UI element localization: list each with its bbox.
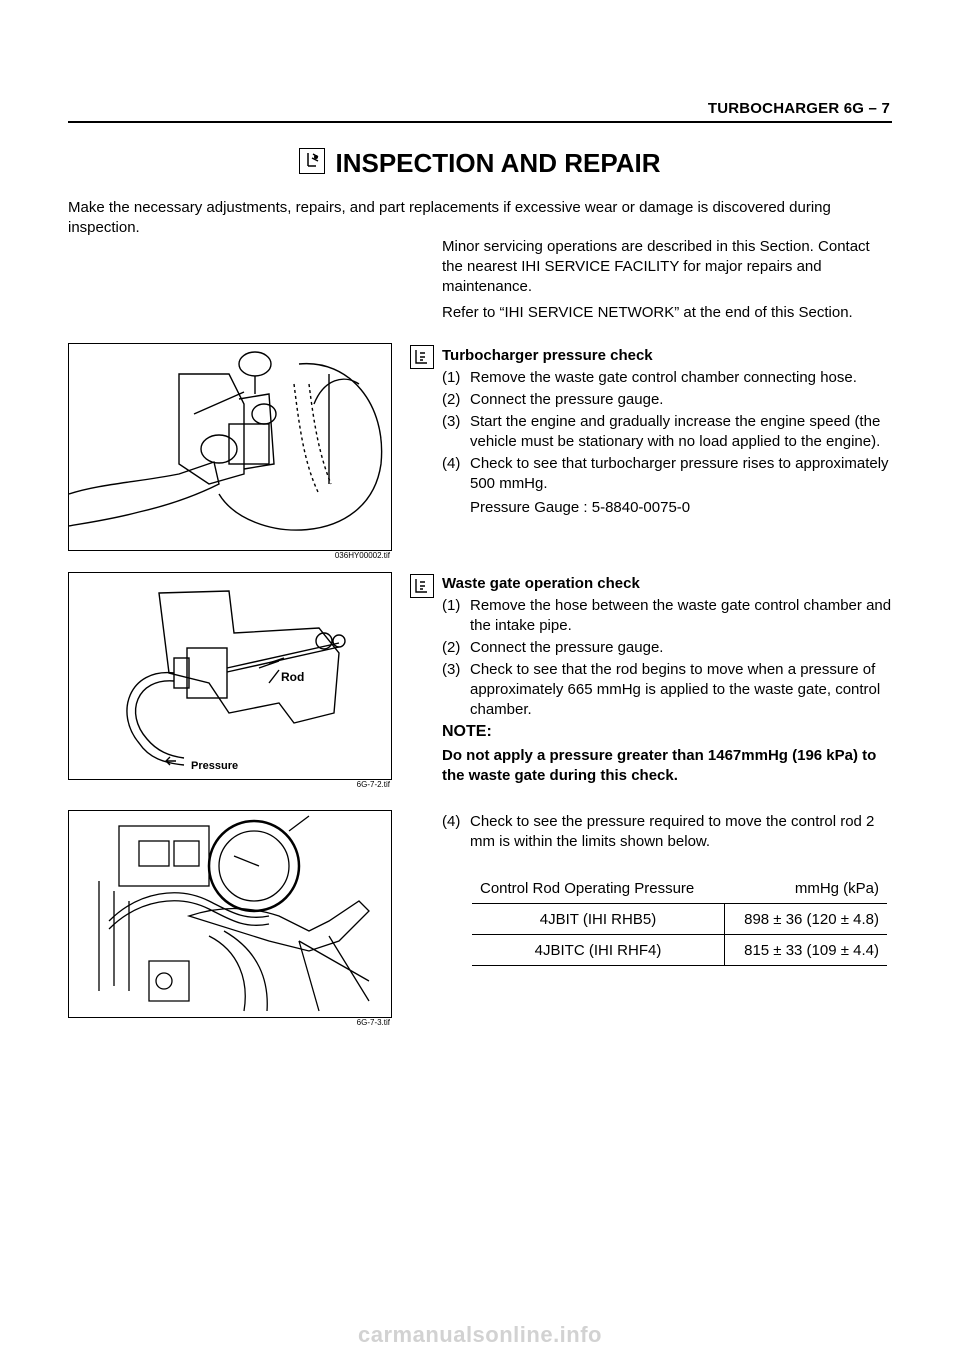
- section-title-turbo-pressure: Turbocharger pressure check: [442, 347, 653, 364]
- page-header: TURBOCHARGER 6G – 7: [707, 100, 890, 117]
- figure-2-caption: 6G-7-2.tif: [356, 780, 390, 789]
- list-item: [442, 454, 892, 494]
- step-number: (2): [442, 639, 461, 656]
- service-note-2: Refer to “IHI SERVICE NETWORK” at the end of this Section.: [442, 304, 853, 321]
- step-number: (4): [442, 455, 461, 472]
- tool-icon: [410, 574, 434, 598]
- figure-gauge-check: [68, 810, 392, 1018]
- turbo-pressure-illustration: [69, 344, 391, 550]
- service-notes: [442, 237, 892, 323]
- waste-gate-illustration: [69, 573, 391, 779]
- note-text: Do not apply a pressure greater than 1467mmHg (196 kPa) to the waste gate during this check.: [442, 747, 877, 784]
- pressure-limit-step: [442, 812, 892, 854]
- section-title-waste-gate: Waste gate operation check: [442, 575, 640, 592]
- list-item: [442, 638, 892, 658]
- step-text: Remove the waste gate control chamber connecting hose.: [470, 369, 857, 386]
- step-number: (3): [442, 413, 461, 430]
- figure-1-caption: 036HY00002.tif: [334, 551, 390, 560]
- list-item: [442, 812, 892, 852]
- header-rule: [68, 121, 892, 123]
- note-label: NOTE:: [442, 723, 492, 740]
- table-header-cell: mmHg (kPa): [725, 873, 888, 904]
- figure-3-caption: 6G-7-3.tif: [356, 1018, 390, 1027]
- step-number: (1): [442, 597, 461, 614]
- step-number: (1): [442, 369, 461, 386]
- step-text: Connect the pressure gauge.: [470, 391, 664, 408]
- step-text: Remove the hose between the waste gate control chamber and the intake pipe.: [470, 597, 892, 634]
- figure-waste-gate-check: [68, 572, 392, 780]
- step-text: Connect the pressure gauge.: [470, 639, 664, 656]
- label-pressure: Pressure: [191, 760, 239, 772]
- table-cell: 4JBIT (IHI RHB5): [472, 904, 725, 935]
- table-row: [472, 904, 887, 935]
- list-item: [442, 412, 892, 452]
- step-number: (3): [442, 661, 461, 678]
- step-text: Check to see that turbocharger pressure rises to approximately 500 mmHg.: [470, 455, 889, 492]
- step-number: (2): [442, 391, 461, 408]
- table-header-row: [472, 873, 887, 904]
- turbo-pressure-steps: [442, 368, 892, 518]
- list-item: [442, 660, 892, 720]
- tool-icon: [410, 345, 434, 369]
- step-text: Check to see the pressure required to move the control rod 2 mm is within the limits shown below.: [470, 813, 875, 850]
- page-title: INSPECTION AND REPAIR: [335, 148, 661, 178]
- step-number: (4): [442, 813, 461, 830]
- service-note-1: Minor servicing operations are described in this Section. Contact the nearest IHI SERVICE FACILITY for major repairs and maintenance.: [442, 238, 870, 295]
- list-item: [442, 368, 892, 388]
- inspection-icon: [299, 148, 325, 174]
- pressure-spec-table: [472, 873, 887, 966]
- gauge-illustration: [69, 811, 391, 1017]
- label-rod: Rod: [281, 670, 305, 684]
- list-item: [442, 596, 892, 636]
- waste-gate-steps: [442, 596, 892, 722]
- intro-paragraph: Make the necessary adjustments, repairs, and part replacements if excessive wear or damage is discovered during inspection.: [68, 199, 831, 236]
- figure-turbo-pressure-check: [68, 343, 392, 551]
- table-header-cell: Control Rod Operating Pressure: [472, 873, 725, 904]
- title-row: [0, 148, 960, 179]
- table-cell: 4JBITC (IHI RHF4): [472, 935, 725, 966]
- tool-spec: Pressure Gauge : 5-8840-0075-0: [470, 499, 691, 516]
- watermark: carmanualsonline.info: [358, 1322, 602, 1347]
- step-text: Start the engine and gradually increase the engine speed (the vehicle must be stationary with no load applied to the engine).: [470, 413, 881, 450]
- list-item: [442, 390, 892, 410]
- table-row: [472, 935, 887, 966]
- step-text: Check to see that the rod begins to move when a pressure of approximately 665 mmHg is applied to the waste gate, control chamber.: [470, 661, 881, 718]
- table-cell: 898 ± 36 (120 ± 4.8): [725, 904, 888, 935]
- table-cell: 815 ± 33 (109 ± 4.4): [725, 935, 888, 966]
